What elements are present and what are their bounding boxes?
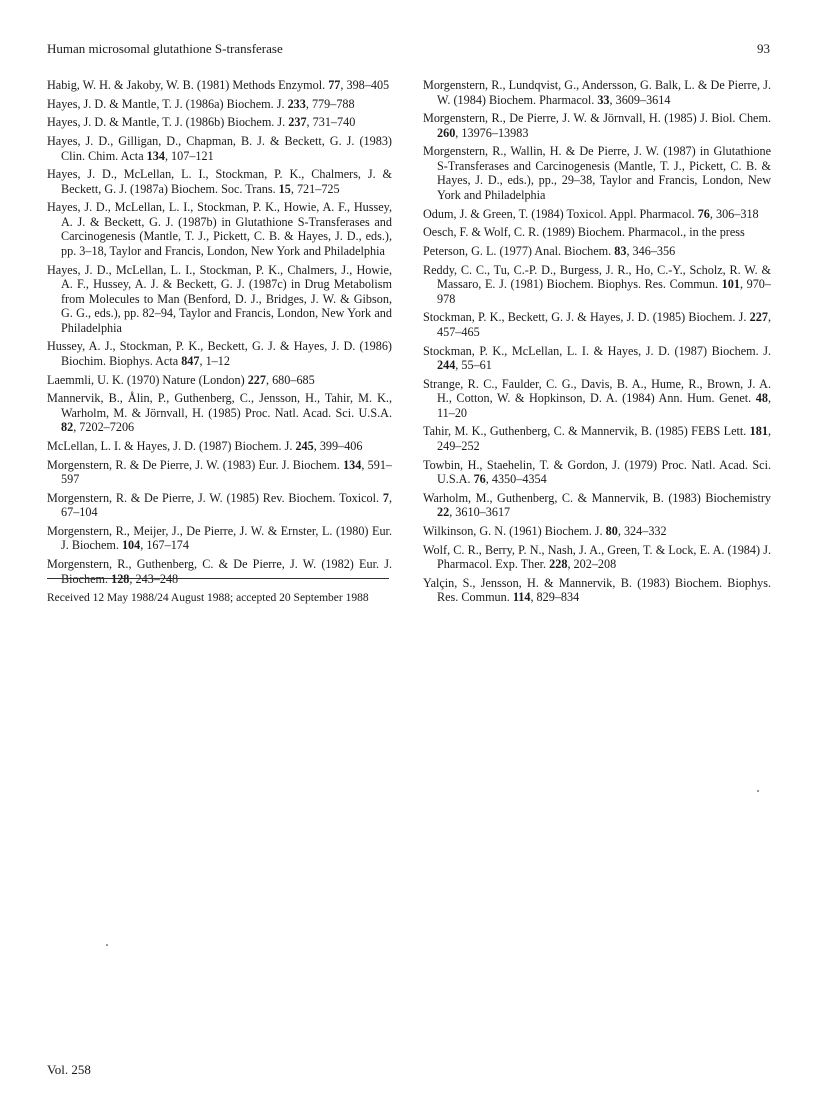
reference-entry: Morgenstern, R. & De Pierre, J. W. (1983) Eur. J. Biochem. 134, 591–597 [47, 457, 393, 487]
reference-entry: Morgenstern, R., Meijer, J., De Pierre, J. W. & Ernster, L. (1980) Eur. J. Biochem. 104, 167–174 [47, 523, 392, 553]
reference-entry: Yalçin, S., Jensson, H. & Mannervik, B. (1983) Biochem. Biophys. Res. Commun. 114, 829–834 [423, 575, 771, 605]
reference-entry: Wolf, C. R., Berry, P. N., Nash, J. A., Green, T. & Lock, E. A. (1984) J. Pharmacol. Exp. Ther. 228, 202–208 [423, 542, 771, 572]
reference-entry: Oesch, F. & Wolf, C. R. (1989) Biochem. Pharmacol., in the press [423, 225, 745, 240]
reference-entry: Hayes, J. D., McLellan, L. I., Stockman, P. K., Chalmers, J. & Beckett, G. J. (1987a) Biochem. Soc. Trans. 15, 721–725 [47, 167, 392, 196]
reference-entry: Hayes, J. D., McLellan, L. I., Stockman, P. K., Howie, A. F., Hussey, A. J. & Beckett, G. J. (1987b) in Glutathione S-Transferases and Carcinogenesis (Mantle, T. J., Pickett, C. B. & Hayes, J. D., eds.), pp. 3–18, Taylor and Francis, London, New York and Philadelphia [47, 200, 392, 258]
reference-entry: Morgenstern, R., Guthenberg, C. & De Pierre, J. W. (1982) Eur. J. Biochem. 128, 243–248 [47, 557, 392, 586]
reference-entry: Tahir, M. K., Guthenberg, C. & Mannervik, B. (1985) FEBS Lett. 181, 249–252 [423, 424, 771, 453]
reference-entry: Hayes, J. D., McLellan, L. I., Stockman, P. K., Chalmers, J., Howie, A. F., Hussey, A. J. & Beckett, G. J. (1987c) in Drug Metabolism from Molecules to Man (Benford, D. J., Bridges, J. W. & Gibson, G. G., eds.), pp. 82–94, Taylor and Francis, London, New York and Philadelphia [47, 262, 392, 335]
received-divider [47, 578, 389, 579]
reference-entry: Wilkinson, G. N. (1961) Biochem. J. 80, 324–332 [423, 523, 667, 538]
reference-entry: Morgenstern, R. & De Pierre, J. W. (1985) Rev. Biochem. Toxicol. 7, 67–104 [47, 490, 392, 520]
reference-entry: Strange, R. C., Faulder, C. G., Davis, B. A., Hume, R., Brown, J. A. H., Cotton, W. & Hopkinson, D. A. (1984) Ann. Hum. Genet. 48, 11–20 [423, 376, 771, 420]
reference-entry: Morgenstern, R., Wallin, H. & De Pierre, J. W. (1987) in Glutathione S-Transferases and Carcinogenesis (Mantle, T. J., Pickett, C. B. & Hayes, J. D., eds.), pp., 29–38, Taylor and Francis, London, New York and Philadelphia [423, 144, 771, 202]
reference-entry: Habig, W. H. & Jakoby, W. B. (1981) Methods Enzymol. 77, 398–405 [47, 78, 390, 92]
reference-entry: Hayes, J. D., Gilligan, D., Chapman, B. J. & Beckett, G. J. (1983) Clin. Chim. Acta 134, 107–121 [47, 134, 392, 163]
reference-entry: Peterson, G. L. (1977) Anal. Biochem. 83, 346–356 [423, 243, 676, 258]
reference-entry: Mannervik, B., Ålin, P., Guthenberg, C., Jensson, H., Tahir, M. K., Warholm, M. & Jörnvall, H. (1985) Proc. Natl. Acad. Sci. U.S.A. 82, 7202–7206 [47, 391, 392, 435]
reference-column-right [423, 78, 771, 609]
volume-footer: Vol. 258 [47, 1062, 91, 1077]
running-title: Human microsomal glutathione S-transferase [47, 41, 283, 56]
reference-entry: Reddy, C. C., Tu, C.-P. D., Burgess, J. R., Ho, C.-Y., Scholz, R. W. & Massaro, E. J. (1981) Biochem. Biophys. Res. Commun. 101, 970–978 [423, 262, 771, 306]
reference-entry: Towbin, H., Staehelin, T. & Gordon, J. (1979) Proc. Natl. Acad. Sci. U.S.A. 76, 4350–4354 [423, 457, 771, 487]
scan-speck [106, 944, 108, 946]
reference-entry: Warholm, M., Guthenberg, C. & Mannervik, B. (1983) Biochemistry 22, 3610–3617 [423, 490, 771, 520]
received-note: Received 12 May 1988/24 August 1988; accepted 20 September 1988 [47, 592, 369, 604]
reference-entry: Odum, J. & Green, T. (1984) Toxicol. Appl. Pharmacol. 76, 306–318 [423, 206, 759, 221]
reference-entry: Hussey, A. J., Stockman, P. K., Beckett, G. J. & Hayes, J. D. (1986) Biochim. Biophys. Acta 847, 1–12 [47, 339, 392, 368]
reference-entry: Laemmli, U. K. (1970) Nature (London) 227, 680–685 [47, 372, 315, 387]
reference-entry: Hayes, J. D. & Mantle, T. J. (1986b) Biochem. J. 237, 731–740 [47, 115, 356, 130]
reference-entry: Hayes, J. D. & Mantle, T. J. (1986a) Biochem. J. 233, 779–788 [47, 96, 355, 111]
reference-entry: Stockman, P. K., McLellan, L. I. & Hayes, J. D. (1987) Biochem. J. 244, 55–61 [423, 343, 771, 372]
scan-speck [757, 790, 759, 792]
reference-entry: McLellan, L. I. & Hayes, J. D. (1987) Biochem. J. 245, 399–406 [47, 438, 363, 453]
page-number: 93 [757, 41, 770, 56]
reference-column-left [47, 78, 392, 590]
reference-entry: Morgenstern, R., De Pierre, J. W. & Jörnvall, H. (1985) J. Biol. Chem. 260, 13976–13983 [423, 111, 771, 140]
reference-entry: Morgenstern, R., Lundqvist, G., Andersson, G. Balk, L. & De Pierre, J. W. (1984) Biochem. Pharmacol. 33, 3609–3614 [423, 78, 771, 107]
reference-entry: Stockman, P. K., Beckett, G. J. & Hayes, J. D. (1985) Biochem. J. 227, 457–465 [423, 310, 771, 339]
